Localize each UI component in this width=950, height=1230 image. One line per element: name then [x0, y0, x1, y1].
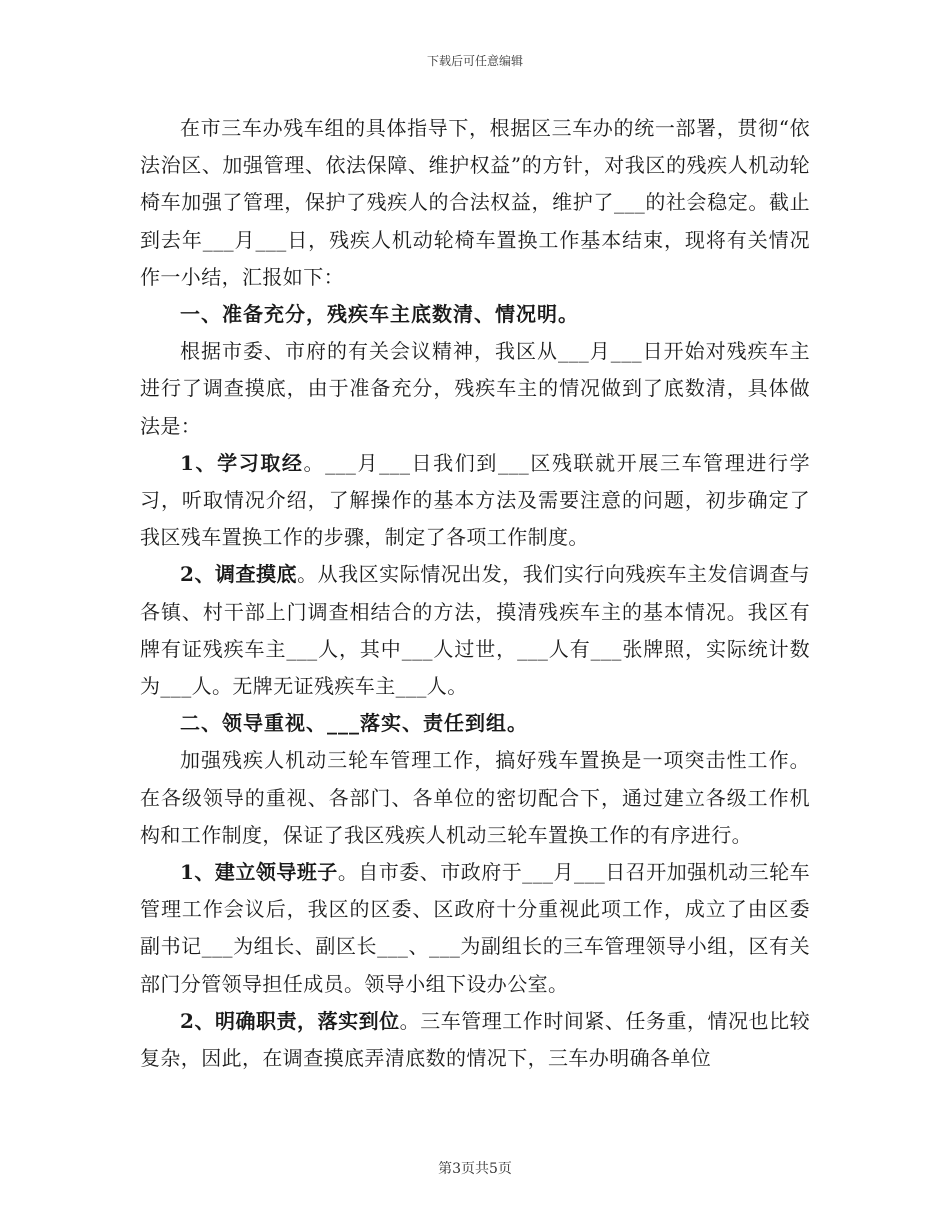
paragraph-survey-lead: 2、调查摸底 [180, 562, 298, 587]
page-footer: 第3页共5页 [438, 1161, 512, 1177]
paragraph-survey [140, 556, 810, 705]
paragraph-survey-body: 。从我区实际情况出发，我们实行向残疾车主发信调查与各镇、村干部上门调查相结合的方法，摸清残疾车主的基本情况。我区有牌有证残疾车主___人，其中___人过世，___人有___张牌照，实际统计数为___人。无牌无证残疾车主___人。 [140, 562, 810, 699]
paragraph-leadership-body: 。自市委、市政府于___月___日召开加强机动三轮车管理工作会议后，我区的区委、区政府十分重视此项工作，成立了由区委副书记___为组长、副区长___、___为副组长的三车管理领导小组，区有关部门分管领导担任成员。领导小组下设办公室。 [140, 860, 810, 996]
paragraph-section-1-intro: 根据市委、市府的有关会议精神，我区从___月___日开始对残疾车主进行了调查摸底，由于准备充分，残疾车主的情况做到了底数清，具体做法是： [140, 339, 810, 438]
paragraph-section-2-intro: 加强残疾人机动三轮车管理工作，搞好残车置换是一项突击性工作。在各级领导的重视、各部门、各单位的密切配合下，通过建立各级工作机构和工作制度，保证了我区残疾人机动三轮车置换工作的有序进行。 [140, 748, 810, 847]
paragraph-intro: 在市三车办残车组的具体指导下，根据区三车办的统一部署，贯彻“依法治区、加强管理、依法保障、维护权益”的方针，对我区的残疾人机动轮椅车加强了管理，保护了残疾人的合法权益，维护了___的社会稳定。截止到去年___月___日，残疾人机动轮椅车置换工作基本结束，现将有关情况作一小结，汇报如下： [140, 116, 810, 289]
paragraph-study-lead: 1、学习取经 [180, 450, 304, 475]
section-heading-1: 一、准备充分，残疾车主底数清、情况明。 [180, 302, 579, 327]
paragraph-leadership [140, 854, 810, 1003]
paragraph-duties-body: 。三车管理工作时间紧、任务重，情况也比较复杂，因此，在调查摸底弄清底数的情况下，三车办明确各单位 [140, 1008, 810, 1071]
page-header: 下载后可任意编辑 [426, 54, 523, 68]
document-body [140, 110, 810, 1077]
paragraph-duties-lead: 2、明确职责，落实到位 [180, 1008, 400, 1033]
paragraph-study-body: 。___月___日我们到___区残联就开展三车管理进行学习，听取情况介绍，了解操作的基本方法及需要注意的问题，初步确定了我区残车置换工作的步骤，制定了各项工作制度。 [140, 450, 810, 550]
section-heading-2: 二、领导重视、___落实、责任到组。 [180, 711, 528, 736]
paragraph-leadership-lead: 1、建立领导班子 [180, 860, 338, 885]
paragraph-duties [140, 1003, 810, 1077]
paragraph-study [140, 445, 810, 557]
